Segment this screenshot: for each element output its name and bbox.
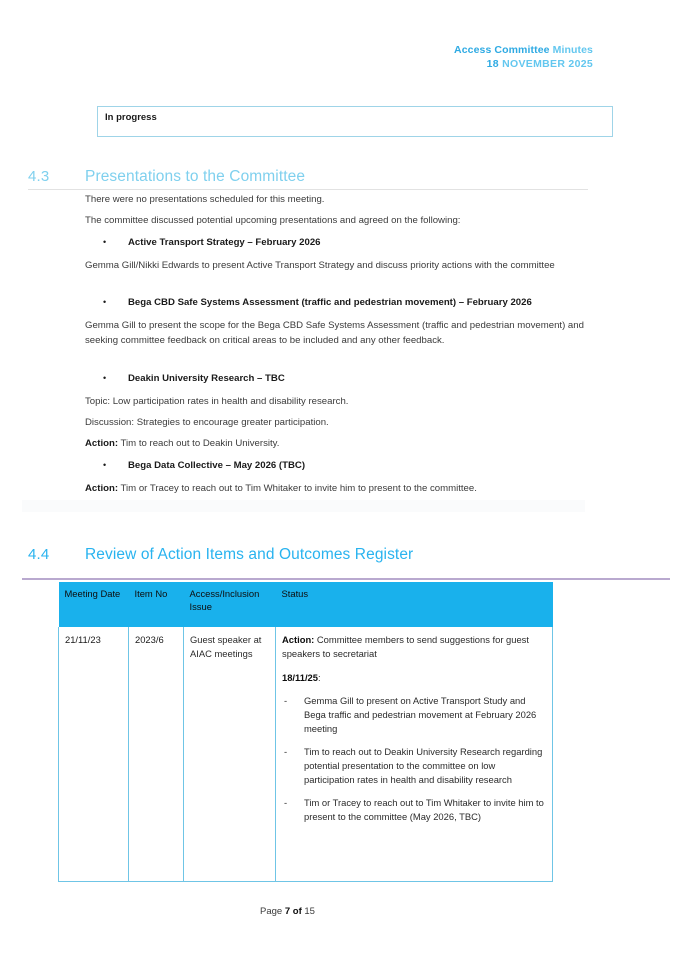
para-deakin-topic: Topic: Low participation rates in health and disability research.: [85, 396, 349, 407]
status-action-paragraph: [282, 633, 546, 661]
header-title-line: [454, 44, 593, 57]
list-item-text: Tim to reach out to Deakin University Research regarding potential presentation to the committee on low participation rates in health and disability research: [304, 746, 543, 786]
header-date-month-year: NOVEMBER 2025: [502, 58, 593, 71]
status-action-label: Action:: [282, 634, 315, 646]
column-header-meeting-date: Meeting Date: [59, 582, 129, 627]
table-header-row: [59, 582, 553, 627]
para-discussed-upcoming: The committee discussed potential upcoming presentations and agreed on the following:: [85, 215, 461, 226]
bullet-bega-data-collective: [103, 459, 593, 473]
footer-page-number: 7 of: [284, 906, 302, 917]
cell-item-no: 2023/6: [129, 627, 184, 882]
table-top-divider: [22, 578, 670, 580]
action-text: Tim or Tracey to reach out to Tim Whitaker to invite him to present to the committee.: [118, 483, 477, 494]
status-action-text: Committee members to send suggestions for guest speakers to secretariat: [282, 634, 529, 660]
page-band-divider: [22, 500, 585, 512]
header-title-strong: Access Committee: [454, 44, 550, 56]
para-bega-cbd-body: Gemma Gill to present the scope for the Bega CBD Safe Systems Assessment (traffic and pedestrian movement) and seeking committee feedback on critical areas to be included and any other feedback.: [85, 320, 584, 346]
column-header-status: Status: [276, 582, 553, 627]
status-item-list: [282, 694, 546, 825]
footer-prefix: Page: [260, 906, 285, 917]
bullet-active-transport: [103, 236, 593, 250]
status-date-paragraph: [282, 671, 546, 685]
column-header-access-inclusion-issue: Access/Inclusion Issue: [184, 582, 276, 627]
bullet-dot-icon: •: [103, 297, 107, 307]
status-date-label: 18/11/25: [282, 671, 318, 683]
para-bega-data-action: [85, 482, 585, 497]
status-date-suffix: :: [317, 671, 321, 683]
bullet-bega-cbd: [103, 296, 593, 310]
bullet-dot-icon: •: [103, 373, 107, 383]
action-label: Action:: [85, 483, 119, 494]
cell-status: [276, 627, 553, 882]
para-no-presentations: There were no presentations scheduled for this meeting.: [85, 194, 325, 205]
bullet-dot-icon: •: [103, 237, 107, 247]
section-number-4-3: 4.3: [28, 168, 50, 185]
document-running-header: [454, 44, 593, 71]
cell-access-inclusion-issue: Guest speaker at AIAC meetings: [184, 627, 276, 882]
bullet-bega-cbd-label: Bega CBD Safe Systems Assessment (traffic and pedestrian movement) – February 2026: [128, 297, 532, 308]
bullet-deakin-research-label: Deakin University Research – TBC: [128, 373, 285, 384]
dash-bullet-icon: -: [284, 797, 288, 809]
header-date-day: 18: [486, 58, 499, 71]
list-item-text: Gemma Gill to present on Active Transport Study and Bega traffic and pedestrian movement at February 2026 meeting: [304, 694, 537, 734]
action-text: Tim to reach out to Deakin University.: [118, 438, 280, 449]
action-items-register-table: [58, 582, 553, 882]
bullet-active-transport-label: Active Transport Strategy – February 2026: [128, 237, 321, 248]
header-title-light: Minutes: [552, 44, 593, 56]
list-item: [282, 694, 546, 736]
list-item: [282, 745, 546, 787]
section-title-4-3: Presentations to the Committee: [85, 168, 306, 185]
section-title-4-4: Review of Action Items and Outcomes Register: [85, 546, 414, 563]
bullet-dot-icon: •: [103, 460, 107, 470]
bullet-bega-data-collective-label: Bega Data Collective – May 2026 (TBC): [128, 460, 306, 471]
footer-suffix: 15: [301, 906, 315, 917]
in-progress-box: [97, 106, 613, 137]
section-number-4-4: 4.4: [28, 546, 50, 563]
header-date-line: [454, 58, 593, 71]
dash-bullet-icon: -: [284, 694, 288, 706]
table-row: [59, 627, 553, 882]
page-footer: [0, 906, 675, 917]
action-label: Action:: [85, 438, 119, 449]
list-item: [282, 796, 546, 824]
para-deakin-discussion: Discussion: Strategies to encourage greater participation.: [85, 417, 329, 428]
para-deakin-action: [85, 437, 585, 452]
dash-bullet-icon: -: [284, 746, 288, 758]
bullet-deakin-research: [103, 372, 593, 386]
column-header-item-no: Item No: [129, 582, 184, 627]
cell-meeting-date: 21/11/23: [59, 627, 129, 882]
in-progress-label: In progress: [105, 112, 157, 123]
section-rule-4-3: [28, 189, 588, 190]
list-item-text: Tim or Tracey to reach out to Tim Whitaker to invite him to present to the committee (May 2026, TBC): [304, 797, 544, 823]
para-active-transport-body: Gemma Gill/Nikki Edwards to present Active Transport Strategy and discuss priority actions with the committee: [85, 260, 555, 271]
